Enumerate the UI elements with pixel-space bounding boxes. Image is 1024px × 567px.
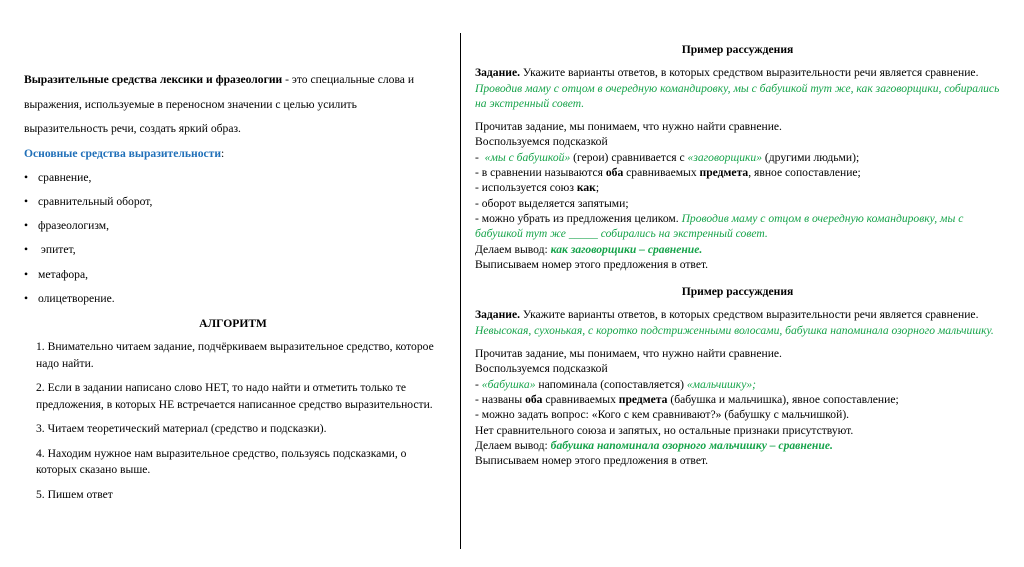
task-text: Укажите варианты ответов, в которых средством выразительности речи является сравнение. bbox=[519, 66, 979, 80]
reasoning-line: Воспользуемся подсказкой bbox=[475, 135, 608, 149]
bullet-icon: • bbox=[24, 243, 29, 257]
bullet-icon: • bbox=[24, 219, 29, 233]
task-text: Укажите варианты ответов, в которых средством выразительности речи является сравнение. bbox=[519, 308, 979, 322]
list-item-text: эпитет, bbox=[38, 243, 76, 257]
bold-fragment: оба bbox=[605, 166, 624, 180]
reasoning-line: Выписываем номер этого предложения в ответ. bbox=[475, 454, 709, 468]
text-fragment: напоминала (сопоставляется) bbox=[535, 377, 687, 391]
intro-term: Выразительные средства лексики и фразеологии bbox=[24, 73, 283, 86]
list-item-text: сравнение, bbox=[38, 170, 92, 184]
algorithm-step: 1. Внимательно читаем задание, подчёркиваем выразительное средство, которое надо найти. bbox=[36, 340, 434, 370]
text-fragment: ; bbox=[595, 181, 600, 195]
text-fragment: Делаем вывод: bbox=[475, 438, 551, 452]
example-quote: Невысокая, сухонькая, с коротко подстриженными волосами, бабушка напоминала озорного мальчишку. bbox=[475, 323, 994, 337]
examples-column bbox=[475, 42, 1000, 468]
algorithm-title: АЛГОРИТМ bbox=[199, 317, 267, 331]
highlight-fragment: «мы с бабушкой» bbox=[484, 150, 571, 164]
list-item bbox=[24, 214, 442, 238]
reasoning-line: - можно задать вопрос: «Кого с кем сравнивают?» (бабушку с мальчишкой). bbox=[475, 408, 850, 422]
list-item-text: метафора, bbox=[38, 267, 88, 281]
text-fragment: - в сравнении называются bbox=[475, 166, 606, 180]
highlight-fragment: «мальчишку»; bbox=[686, 377, 757, 391]
list-item bbox=[24, 190, 442, 214]
bold-fragment: предмета bbox=[618, 392, 668, 406]
text-fragment: Делаем вывод: bbox=[475, 242, 551, 256]
text-fragment: - используется союз bbox=[475, 181, 577, 195]
means-heading-text: Основные средства выразительности bbox=[24, 146, 222, 160]
algorithm-step: 2. Если в задании написано слово НЕТ, то надо найти и отметить только те предложения, в которых НЕ встречается написанное средство выразительности. bbox=[36, 381, 433, 411]
bullet-icon: • bbox=[24, 267, 29, 281]
algorithm-step: 4. Находим нужное нам выразительное средство, пользуясь подсказками, о которых сказано выше. bbox=[36, 446, 407, 477]
intro-definition: - это специальные слова и выражения, используемые в переносном значении с целью усилить выразительность речи, создать яркий образ. bbox=[24, 73, 415, 135]
bullet-icon: • bbox=[24, 170, 29, 184]
text-fragment: , явное сопоставление; bbox=[748, 166, 861, 180]
reasoning-line: Воспользуемся подсказкой bbox=[475, 362, 608, 376]
text-fragment: - bbox=[475, 150, 485, 164]
reasoning-line bbox=[475, 165, 1000, 180]
reasoning-line: Прочитав задание, мы понимаем, что нужно найти сравнение. bbox=[475, 120, 782, 134]
bold-fragment: предмета bbox=[699, 166, 749, 180]
task-label: Задание. bbox=[475, 66, 520, 80]
conclusion-fragment: бабушка напоминала озорного мальчишку – сравнение. bbox=[550, 438, 833, 452]
text-fragment: - можно убрать из предложения целиком bbox=[475, 211, 676, 225]
means-list bbox=[24, 166, 442, 312]
highlight-fragment: «бабушка» bbox=[481, 377, 536, 391]
reasoning-line bbox=[475, 180, 1000, 195]
highlight-fragment: Проводив маму с отцом в очередную командировку, мы с бабушкой тут же _____ собирались на экстренный совет. bbox=[475, 211, 964, 241]
reasoning-line bbox=[475, 211, 1000, 242]
text-fragment: - названы bbox=[475, 392, 526, 406]
list-item-text: сравнительный оборот, bbox=[38, 194, 153, 208]
algorithm-step: 5. Пишем ответ bbox=[36, 487, 113, 501]
conclusion-line bbox=[475, 242, 1000, 257]
list-item-text: олицетворение. bbox=[38, 291, 115, 305]
list-item bbox=[24, 166, 442, 190]
example-quote: Проводив маму с отцом в очередную командировку, мы с бабушкой тут же, как заговорщики, собирались на экстренный совет. bbox=[475, 81, 1000, 110]
intro-paragraph bbox=[24, 68, 442, 142]
list-item bbox=[24, 287, 442, 311]
reasoning-line bbox=[475, 392, 1000, 407]
text-fragment: сравниваемых bbox=[623, 166, 700, 180]
example-title: Пример рассуждения bbox=[681, 43, 794, 56]
bullet-icon: • bbox=[24, 194, 29, 208]
example-title: Пример рассуждения bbox=[681, 285, 794, 299]
column-divider bbox=[460, 33, 461, 549]
means-heading bbox=[24, 142, 442, 166]
conclusion-fragment: как заговорщики – сравнение. bbox=[550, 242, 703, 256]
text-fragment: (герои) сравнивается с bbox=[570, 150, 688, 164]
text-fragment: . bbox=[675, 211, 682, 225]
reasoning-line: Прочитав задание, мы понимаем, что нужно найти сравнение. bbox=[475, 347, 782, 361]
list-item bbox=[24, 238, 442, 262]
bold-fragment: оба bbox=[525, 392, 543, 406]
means-heading-colon: : bbox=[221, 146, 225, 160]
text-fragment: (бабушка и мальчишка), явное сопоставление; bbox=[667, 392, 899, 406]
list-item bbox=[24, 263, 442, 287]
algorithm-step: 3. Читаем теоретический материал (средство и подсказки). bbox=[36, 422, 327, 436]
reasoning-line: - оборот выделяется запятыми; bbox=[475, 196, 629, 210]
text-fragment: - bbox=[475, 377, 482, 391]
bullet-icon: • bbox=[24, 291, 29, 305]
example-task bbox=[475, 65, 1000, 80]
reasoning-line bbox=[475, 377, 1000, 392]
reasoning-line: Нет сравнительного союза и запятых, но остальные признаки присутствуют. bbox=[475, 423, 854, 437]
highlight-fragment: «заговорщики» bbox=[687, 150, 763, 164]
reasoning-line: Выписываем номер этого предложения в ответ. bbox=[475, 257, 709, 271]
example-task bbox=[475, 307, 1000, 322]
theory-column bbox=[24, 68, 442, 511]
algorithm-steps bbox=[36, 339, 442, 503]
list-item-text: фразеологизм, bbox=[38, 219, 110, 233]
reasoning-line bbox=[475, 150, 1000, 165]
conclusion-line bbox=[475, 438, 1000, 453]
text-fragment: (другими людьми); bbox=[762, 150, 860, 164]
task-label: Задание. bbox=[475, 308, 520, 322]
bold-fragment: как bbox=[576, 181, 596, 195]
text-fragment: сравниваемых bbox=[542, 392, 619, 406]
